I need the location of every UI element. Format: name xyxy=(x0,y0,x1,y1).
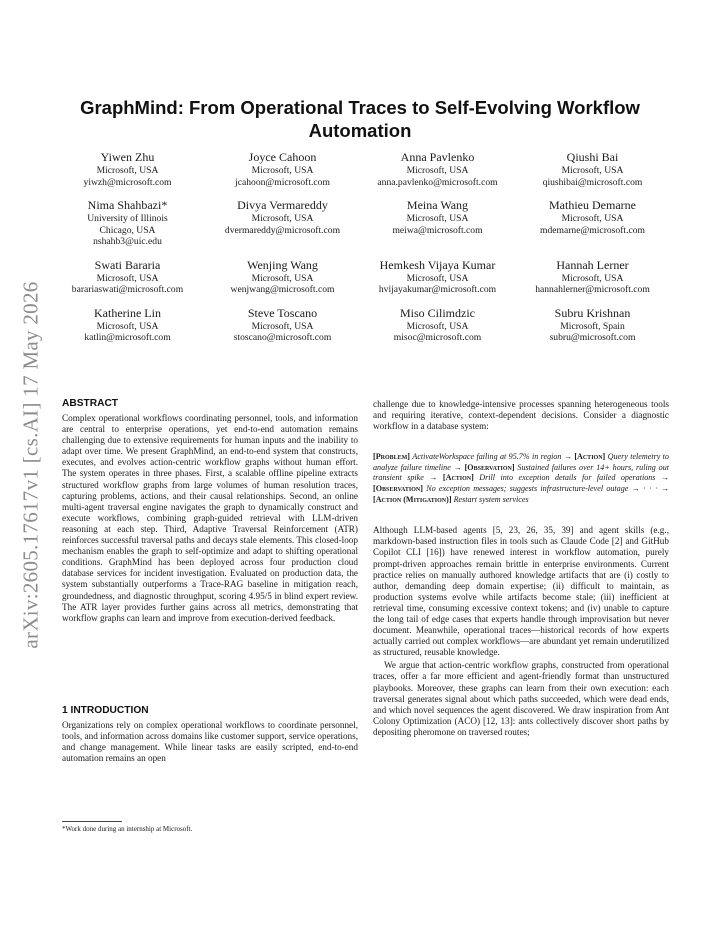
author-name: Katherine Lin xyxy=(94,305,161,320)
author-affiliation: Microsoft, USA xyxy=(251,272,314,284)
abstract-section xyxy=(62,398,358,624)
author-row xyxy=(50,258,670,296)
author-affiliation: Microsoft, USA xyxy=(96,272,159,284)
author-affiliation: Microsoft, USA xyxy=(251,165,314,176)
workflow-arrow: → xyxy=(453,462,462,472)
author-name: Hannah Lerner xyxy=(556,257,629,272)
intro-paragraph-graphs: We argue that action-centric workflow graphs, constructed from operational traces, offer a far more efficient and agent-friendly format than unstructured playbooks. Moreover, these graphs can learn from their own execution: each traversal generates signal about which paths succeeded, which were dead ends, and which novel sequences the agent discovered. We draw inspiration from Ant Colony Optimization (ACO) [12, 13]: ants collectively discover short paths by depositing pheromone on traversed routes; xyxy=(373,660,669,737)
author-email[interactable]: misoc@microsoft.com xyxy=(393,332,482,343)
author-affiliation: Microsoft, USA xyxy=(96,320,159,332)
workflow-step-text: · · · xyxy=(643,484,658,494)
introduction-text: Organizations rely on complex operational workflows to coordinate personnel, tools, and information across domains like customer support, service operations, and change management. While linear tasks are easily scripted, end-to-end automation remains an open xyxy=(62,720,358,764)
author-name: Wenjing Wang xyxy=(247,257,318,272)
author-affiliation: Microsoft, USA xyxy=(251,213,314,224)
author-email[interactable]: stoscano@microsoft.com xyxy=(233,332,332,343)
author-affiliation: Microsoft, USA xyxy=(561,272,624,284)
intro-paragraph-agents: Although LLM-based agents [5, 23, 26, 35, 39] and agent skills (e.g., markdown-based instruction files in tools such as Claude Code [2] and GitHub Copilot CLI [16]) have renewed interest in workflow automation, purely prompt-driven approaches remain brittle in enterprise environments. Current practice relies on manually authored knowledge artifacts that are (i) costly to author, demanding deep domain expertise; (ii) difficult to maintain, as production systems evolve while artifacts become stale; (iii) inefficient at retrieval time, consuming excessive context tokens; and (iv) unable to capture the long tail of edge cases that experts handle through improvisation but never document. Meanwhile, operational traces—historical records of how experts actually carried out complex workflows—are abundant yet remain underutilized as structured, reusable knowledge. xyxy=(373,525,669,658)
author-email[interactable]: jcahoon@microsoft.com xyxy=(235,176,330,188)
author-entry xyxy=(360,150,515,188)
workflow-step-text: Restart system services xyxy=(453,494,529,504)
author-affiliation: Microsoft, USA xyxy=(561,165,624,176)
abstract-heading: ABSTRACT xyxy=(62,398,119,409)
author-affiliation: Microsoft, USA xyxy=(406,165,469,176)
workflow-arrow: → xyxy=(660,473,670,483)
workflow-step-text: Sustained failures over 14+ hours, ruling out transient spike xyxy=(373,462,669,483)
author-row xyxy=(50,306,670,344)
author-name: Joyce Cahoon xyxy=(248,150,317,164)
author-email[interactable]: subru@microsoft.com xyxy=(549,332,636,343)
intro-continued-text: challenge due to knowledge-intensive processes spanning heterogeneous tools and requiring iterative, context-dependent decisions. Consider a diagnostic workflow in a database system: xyxy=(373,399,669,432)
author-entry xyxy=(50,198,205,248)
workflow-step-label: [Action] xyxy=(574,452,606,462)
workflow-step-text: No exception messages; suggests infrastructure-level outage xyxy=(426,484,629,494)
abstract-text: Complex operational workflows coordinating personnel, tools, and information are central to enterprise operations, yet end-to-end automation remains challenging due to extensive requirements for human inputs and the inability to adapt over time. We present GraphMind, an end-to-end system that constructs, executes, and evolves action-centric workflow graphs without human effort. The system operates in three phases. First, a scalable offline pipeline extracts structured workflow graphs from large volumes of human resolution traces, capturing problems, actions, and their causal relationships. Second, an online multi-agent traversal engine navigates the graph to dynamically construct and execute workflows, combining graph-guided retrieval with LLM-driven reasoning at each step. Third, Adaptive Traversal Reinforcement (ATR) reinforces successful traversal paths and decays stale elements. This closed-loop mechanism enables the graph to self-optimize and adapt to shifting operational conditions. GraphMind has been deployed across four production cloud database services for incident investigation. Evaluated on production data, the system substantially outperforms a Trace-RAG baseline in mitigation reach, groundedness, and diagnostic throughput, scoring 4.95/5 in blind expert review. The ATR layer provides further gains across all metrics, demonstrating that workflow graphs can learn and improve from execution-derived feedback. xyxy=(62,413,358,623)
author-entry xyxy=(515,198,670,248)
author-email[interactable]: barariaswati@microsoft.com xyxy=(71,284,184,295)
author-affiliation: Microsoft, USA xyxy=(406,213,469,224)
author-affiliation: Microsoft, USA xyxy=(561,213,624,224)
author-entry xyxy=(50,150,205,188)
author-name: Meina Wang xyxy=(406,198,469,212)
author-affiliation: Chicago, USA xyxy=(99,224,156,236)
author-affiliation: Microsoft, USA xyxy=(251,320,314,332)
author-affiliation: University of Illinois xyxy=(87,213,168,224)
author-name: Anna Pavlenko xyxy=(400,150,475,164)
author-row xyxy=(50,150,670,188)
author-email[interactable]: dvermareddy@microsoft.com xyxy=(224,224,341,236)
author-affiliation: Microsoft, USA xyxy=(406,320,469,332)
workflow-step-label: [Action] xyxy=(442,473,474,483)
author-name: Miso Cilimdzic xyxy=(400,305,475,320)
author-email[interactable]: anna.pavlenko@microsoft.com xyxy=(377,176,498,188)
author-name: Mathieu Demarne xyxy=(549,198,636,212)
author-affiliation: Microsoft, Spain xyxy=(560,320,625,332)
author-entry xyxy=(360,198,515,248)
author-entry xyxy=(50,306,205,344)
author-entry xyxy=(205,306,360,344)
author-entry xyxy=(360,258,515,296)
author-email[interactable]: qiushibai@microsoft.com xyxy=(542,176,643,188)
author-name: Swati Bararia xyxy=(94,257,161,272)
workflow-arrow: → xyxy=(660,484,670,494)
workflow-step-text: Query telemetry to analyze failure timeline xyxy=(373,452,669,472)
author-entry xyxy=(515,150,670,188)
paper-title: GraphMind: From Operational Traces to Self-Evolving Workflow Automation xyxy=(80,97,640,141)
footnote: *Work done during an internship at Microsoft. xyxy=(62,825,193,833)
workflow-arrow: → xyxy=(429,473,438,483)
author-email[interactable]: wenjwang@microsoft.com xyxy=(230,284,335,295)
workflow-step-label: [Problem] xyxy=(373,452,411,462)
workflow-step-text: ActivateWorkspace failing at 95.7% in region xyxy=(412,452,562,462)
workflow-example xyxy=(373,452,669,505)
author-name: Yiwen Zhu xyxy=(100,150,155,164)
author-affiliation: Microsoft, USA xyxy=(96,165,159,176)
author-name: Divya Vermareddy xyxy=(237,198,328,212)
workflow-step-label: [Observation] xyxy=(464,462,515,472)
arxiv-identifier: arXiv:2605.17617v1 [cs.AI] 17 May 2026 xyxy=(18,281,43,649)
author-entry xyxy=(50,258,205,296)
right-column xyxy=(373,399,669,738)
workflow-step-label: [Action (Mitigation)] xyxy=(373,494,452,504)
author-entry xyxy=(205,258,360,296)
author-name: Nima Shahbazi* xyxy=(87,198,168,212)
introduction-heading: 1 INTRODUCTION xyxy=(62,705,149,716)
author-entry xyxy=(515,306,670,344)
workflow-step-text: Drill into exception details for failed operations xyxy=(479,473,656,483)
author-email[interactable]: hannahlerner@microsoft.com xyxy=(535,284,650,295)
author-name: Subru Krishnan xyxy=(554,305,631,320)
workflow-arrow: → xyxy=(631,484,640,494)
author-affiliation: Microsoft, USA xyxy=(406,272,469,284)
author-entry xyxy=(205,198,360,248)
author-entry xyxy=(515,258,670,296)
author-entry xyxy=(205,150,360,188)
author-email[interactable]: katlin@microsoft.com xyxy=(84,332,171,343)
author-block xyxy=(50,150,670,344)
author-email[interactable]: nshahb3@uic.edu xyxy=(93,236,162,247)
workflow-arrow: → xyxy=(563,452,572,462)
author-name: Qiushi Bai xyxy=(566,150,619,164)
author-row xyxy=(50,198,670,248)
author-name: Steve Toscano xyxy=(247,305,318,320)
author-email[interactable]: hvijayakumar@microsoft.com xyxy=(378,284,497,295)
workflow-step-label: [Observation] xyxy=(373,484,423,494)
author-entry xyxy=(360,306,515,344)
author-email[interactable]: meiwa@microsoft.com xyxy=(392,224,483,236)
footnote-rule xyxy=(62,821,122,822)
arxiv-sidebar xyxy=(16,250,46,680)
author-email[interactable]: yiwzh@microsoft.com xyxy=(83,176,172,188)
introduction-section xyxy=(62,705,358,764)
author-email[interactable]: mdemarne@microsoft.com xyxy=(539,224,645,236)
author-name: Hemkesh Vijaya Kumar xyxy=(379,257,496,272)
